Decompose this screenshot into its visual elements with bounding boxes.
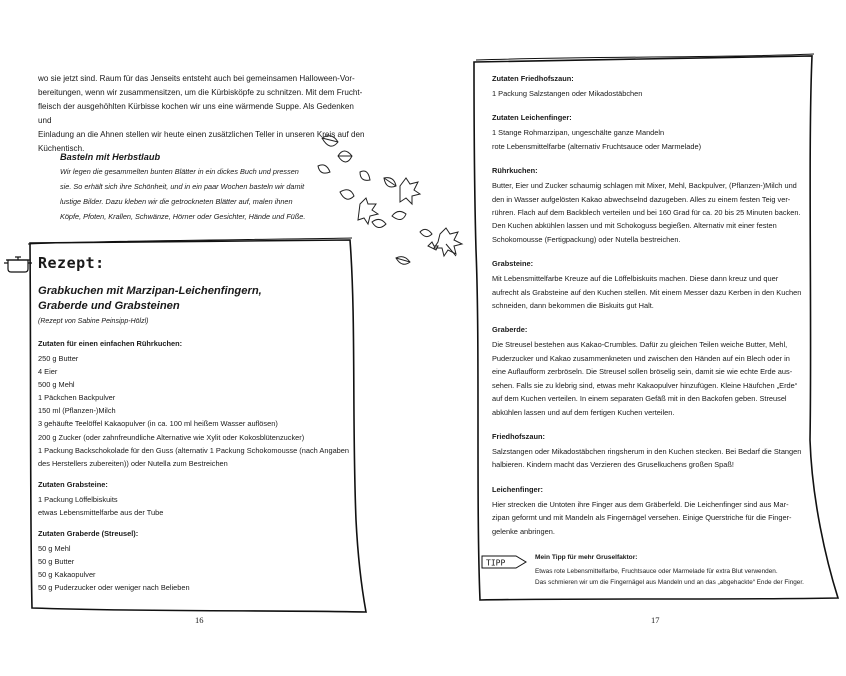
tipp-arrow-icon	[480, 552, 530, 572]
block-line: gelenke anbringen.	[492, 526, 555, 536]
craft-line: Köpfe, Pfoten, Krallen, Schwänze, Hörner oder Gesichter, Hände und Füße.	[60, 212, 306, 221]
block-line: Puderzucker und Kakao zusammenkneten und zwischen den Händen auf ein Blech oder in	[492, 353, 790, 363]
ingredient-line: 200 g Zucker (oder zahnfreundliche Alternative wie Xylit oder Kokosblütenzucker)	[38, 432, 305, 442]
block-line: rote Lebensmittelfarbe (alternativ Fruchtsauce oder Marmelade)	[492, 141, 702, 151]
ingredient-line: 500 g Mehl	[38, 380, 75, 390]
craft-line: sie. So erhält sich ihre Schönheit, und in ein paar Wochen basteln wir damit	[60, 182, 305, 191]
recipe-content	[38, 254, 368, 594]
ingredient-line: 4 Eier	[38, 367, 58, 377]
ingredient-line: 50 g Kakaopulver	[38, 570, 96, 580]
ingredient-line: 50 g Puderzucker oder weniger nach Belieben	[38, 583, 190, 593]
block-line: Den Kuchen abkühlen lassen und mit Schokoguss begießen. Alternativ mit einer festen	[492, 221, 777, 231]
cooking-pot-icon	[2, 252, 34, 274]
page-number-right: 17	[651, 615, 660, 625]
block-heading: Friedhofszaun:	[492, 431, 545, 441]
block-heading: Graberde:	[492, 325, 528, 335]
block-heading: Zutaten Leichenfinger:	[492, 113, 572, 123]
block-line: aufrecht als Grabsteine auf den Kuchen stellen. Mit einem Messer dazu Kerben in den Kuchen	[492, 287, 802, 297]
block-line: eine Auflaufform zerbröseln. Die Streusel sollen bröselig sein, damit sie wie echte Erde aus-	[492, 367, 793, 377]
ingredient-line: 250 g Butter	[38, 354, 79, 363]
block-line: 1 Stange Rohmarzipan, ungeschälte ganze Mandeln	[492, 128, 665, 138]
craft-line: Wir legen die gesammelten bunten Blätter in ein dickes Buch und pressen	[60, 167, 299, 176]
intro-line: wo sie jetzt sind. Raum für das Jenseits entsteht auch bei gemeinsamen Halloween-Vor-	[38, 74, 355, 83]
section-heading: Zutaten Graberde (Streusel):	[38, 529, 139, 539]
intro-line: bereitungen, wenn wir zusammensitzen, um die Kürbisköpfe zu schnitzen. Mit dem Frucht-	[38, 88, 363, 97]
block-line: 1 Packung Salzstangen oder Mikadostäbchen	[492, 89, 643, 98]
page-number-left: 16	[195, 615, 204, 625]
block-line: Salzstangen oder Mikadostäbchen ringsherum in den Kuchen stecken. Bei Bedarf die Stangen	[492, 446, 802, 456]
section-heading: Zutaten für einen einfachen Rührkuchen:	[38, 339, 183, 348]
ingredient-line: 1 Päckchen Backpulver	[38, 393, 116, 403]
intro-line: Einladung an die Ahnen stellen wir heute einen zusätzlichen Teller in unseren Kreis auf den	[38, 130, 365, 139]
block-heading: Grabsteine:	[492, 259, 534, 269]
block-line: sehen. Falls sie zu klebrig sind, etwas mehr Kakaopulver hinzufügen. Kleine Häufchen „Erde“	[492, 380, 798, 390]
block-line: Mit Lebensmittelfarbe Kreuze auf die Löffelbiskuits machen. Diese dann kreuz und quer	[492, 274, 779, 284]
craft-title: Basteln mit Herbstlaub	[60, 152, 161, 162]
ingredient-line: des Herstellers zubereiten)) oder Nutella zum Bestreichen	[38, 458, 228, 468]
block-line: Schokomousse (Fertigpackung) oder Nutella bestreichen.	[492, 234, 681, 244]
ingredient-line: 150 ml (Pflanzen-)Milch	[38, 406, 116, 416]
block-line: halbieren. Kindern macht das Verzieren des Gruselkuchens großen Spaß!	[492, 460, 734, 470]
craft-line: lustige Bilder. Dazu kleben wir die getrockneten Blätter auf, malen ihnen	[60, 197, 293, 206]
intro-line: Küchentisch.	[38, 144, 85, 153]
block-line: Hier strecken die Untoten ihre Finger aus dem Gräberfeld. Die Leichenfinger sind aus Mar-	[492, 499, 789, 509]
block-line: abkühlen lassen und auf dem fertigen Kuchen verteilen.	[492, 407, 675, 417]
tipp-label: TIPP	[486, 558, 506, 568]
ingredient-line: 50 g Mehl	[38, 544, 71, 554]
instructions-content	[492, 72, 812, 538]
block-line: Butter, Eier und Zucker schaumig schlagen mit Mixer, Mehl, Backpulver, (Pflanzen-)Milch und	[492, 181, 797, 191]
block-line: den in Wasser aufgelösten Kakao abwechselnd dazugeben. Alles zu einem festen Teig ver-	[492, 194, 791, 204]
block-line: rühren. Flach auf dem Backblech verteilen und bei 160 Grad für ca. 20 bis 25 Minuten backen.	[492, 208, 801, 218]
recipe-source: (Rezept von Sabine Peinsipp-Hölzl)	[38, 318, 149, 325]
block-heading: Rührkuchen:	[492, 166, 538, 176]
recipe-title-line: Graberde und Grabsteinen	[38, 300, 180, 312]
tip-line: Das schmieren wir um die Fingernägel aus Mandeln und an das „abgehackte“ Ende der Finger.	[535, 579, 804, 586]
intro-line: fleisch der ausgehöhlten Kürbisse kochen wir uns eine wärmende Suppe. Als Gedenken und	[38, 102, 354, 125]
block-line: Die Streusel bestehen aus Kakao-Crumbles. Dafür zu gleichen Teilen weiche Butter, Mehl,	[492, 340, 788, 350]
ingredient-line: 50 g Butter	[38, 557, 75, 567]
ingredient-line: etwas Lebensmittelfarbe aus der Tube	[38, 507, 164, 517]
ingredient-line: 1 Packung Backschokolade für den Guss (alternativ 1 Packung Schokomousse (nach Angaben	[38, 445, 350, 455]
section-heading: Zutaten Grabsteine:	[38, 479, 108, 489]
rezept-label: Rezept:	[38, 254, 105, 272]
tip-heading: Mein Tipp für mehr Gruselfaktor:	[535, 554, 638, 561]
block-line: auf dem Kuchen verteilen. In einem separaten Gefäß mit in den Backofen geben. Streusel	[492, 394, 787, 404]
block-heading: Leichenfinger:	[492, 484, 543, 494]
recipe-title-line: Grabkuchen mit Marzipan-Leichenfingern,	[38, 285, 262, 297]
ingredient-line: 3 gehäufte Teelöffel Kakaopulver (in ca. 100 ml heißem Wasser auflösen)	[38, 419, 278, 429]
block-line: schneiden, dann bekommen die Biskuits gut Halt.	[492, 301, 654, 311]
ingredient-line: 1 Packung Löffelbiskuits	[38, 494, 118, 504]
tip-line: Etwas rote Lebensmittelfarbe, Fruchtsauce oder Marmelade für extra Blut verwenden.	[535, 568, 778, 575]
block-line: zipan geformt und mit Mandeln als Fingernägel versehen. Einige Querstriche für die Finger-	[492, 513, 792, 523]
block-heading: Zutaten Friedhofszaun:	[492, 74, 574, 83]
